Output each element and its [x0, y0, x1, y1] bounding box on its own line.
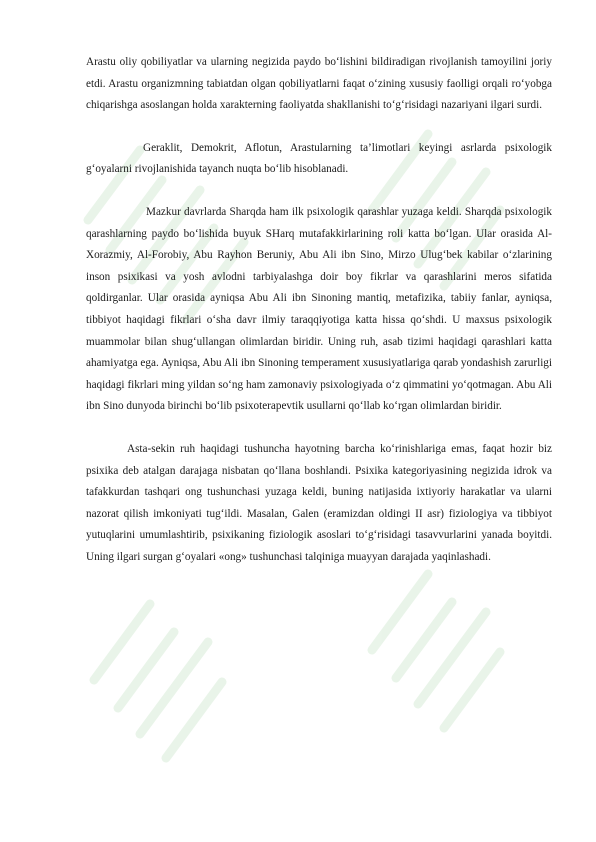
paragraph-arastu: Arastu oliy qobiliyatlar va ularning negizida paydo bo‘lishini bildiradigan rivojlanish tamoyilini joriy etdi. Arastu organizmning tabiatdan olgan qobiliyatlarni faqat o‘zining xususiy faolligi orqali ro‘yobga chiqarishga asoslangan holda xarakterning faoliyatda shakllanishi to‘g‘risidagi nazariyani ilgari surdi.	[86, 56, 552, 112]
paragraph-gap	[86, 181, 552, 202]
paragraph-sharq: Mazkur davrlarda Sharqda ham ilk psixologik qarashlar yuzaga keldi. Sharqda psixologik qarashlarning paydo bo‘lishida buyuk SHarq mutafakkirlarining roli katta bo‘lgan. Ular orasida Al-Xorazmiy, Al-Forobiy, Abu Rayhon Beruniy, Abu Ali ibn Sino, Mirzo Ulug‘bek kabilar o‘zlarining inson psixikasi va yosh avlodni tarbiyalashga doir boy fikrlar va qarashlarini meros sifatida qoldirganlar. Ular orasida ayniqsa Abu Ali ibn Sinoning mantiq, metafizika, tabiiy fanlar, ayniqsa, tibbiyot haqidagi fikrlari o‘sha davr ilmiy taraqqiyotiga katta hissa qo‘shdi. U maxsus psixologik muammolar bilan shug‘ullangan olimlardan biridir. Uning ruh, asab tizimi haqidagi qarashlari katta ahamiyatga ega. Ayniqsa, Abu Ali ibn Sinoning temperament xususiyatlariga qarab yondashish zarurligi haqidagi fikrlari ming yildan so‘ng ham zamonaviy psixologiyada o‘z qimmatini yo‘qotmagan. Abu Ali ibn Sino dunyoda birinchi bo‘lib psixoterapevtik usullarni qo‘llab ko‘rgan olimlardan biridir.	[86, 205, 552, 413]
paragraph-ruh: Asta-sekin ruh haqidagi tushuncha hayotning barcha ko‘rinishlariga emas, faqat hozir biz psixika deb atalgan darajaga nisbatan qo‘llana boshlandi. Psixika kategoriyasining negizida idrok va tafakkurdan tashqari ong tushunchasi yuzaga keldi, buning natijasida ixtiyoriy harakatlar va ularni nazorat qilish imkoniyati tug‘ildi. Masalan, Galen (eramizdan oldingi II asr) fiziologiya va tibbiyot yutuqlarini umumlashtirib, psixikaning fiziologik asoslari to‘g‘risidagi tasavvurlarini yanada boyitdi. Uning ilgari surgan g‘oyalari «ong» tushunchasi talqiniga muayyan darajada yaqinlashadi.	[86, 442, 552, 563]
paragraph-geraklit: Geraklit, Demokrit, Aflotun, Arastularning ta’limotlari keyingi asrlarda psixologik g‘oyalarni rivojlanishida tayanch nuqta bo‘lib hisoblanadi.	[86, 141, 552, 176]
document-page	[86, 52, 552, 568]
paragraph-gap	[86, 418, 552, 439]
paragraph-gap	[86, 117, 552, 138]
